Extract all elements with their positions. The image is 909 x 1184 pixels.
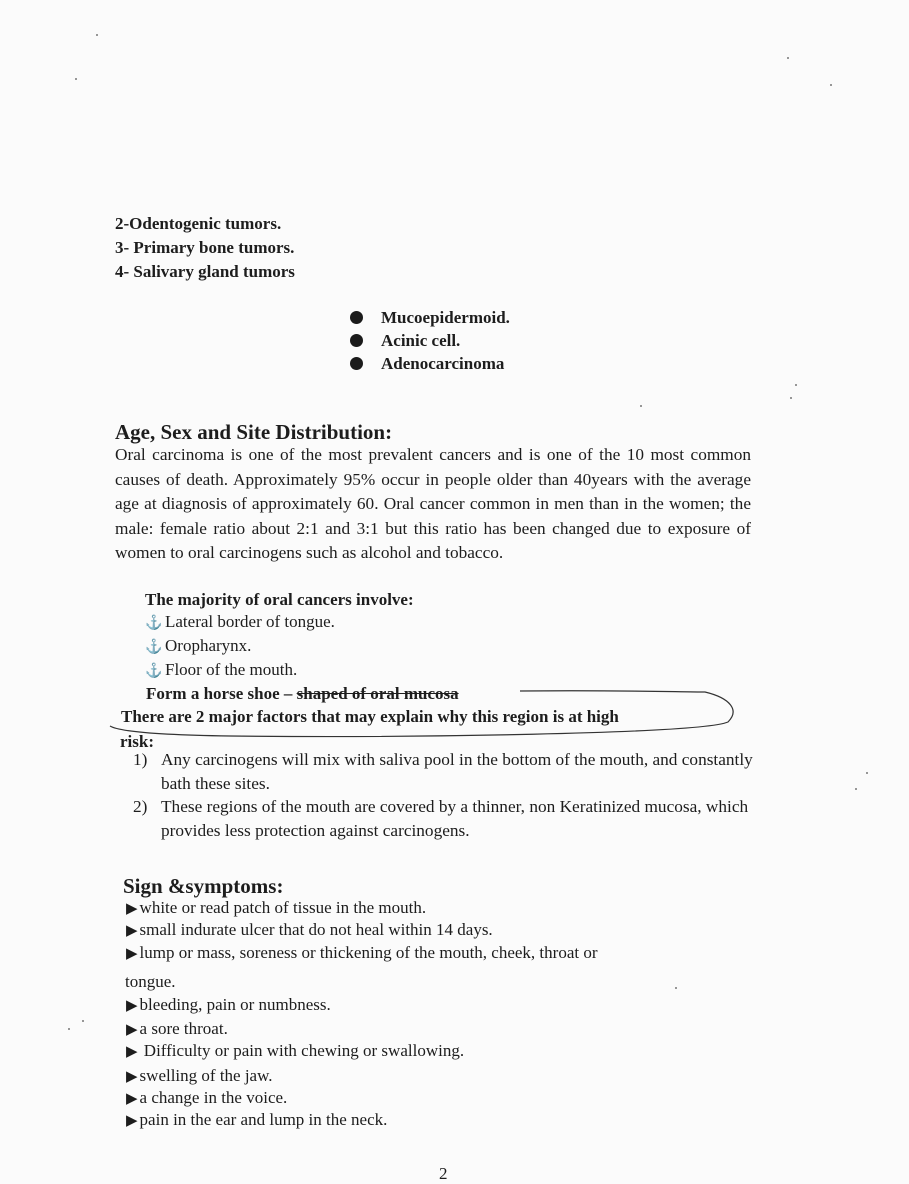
triangle-right-icon: ▶ — [126, 998, 138, 1014]
triangle-right-icon: ▶ — [126, 1069, 138, 1085]
section-heading-signs: Sign &symptoms: — [123, 874, 284, 898]
triangle-right-icon: ▶ — [126, 946, 138, 962]
sign-item: ▶ lump or mass, soreness or thickening of the mouth, cheek, throat or — [126, 943, 598, 962]
sign-item: ▶ a change in the voice. — [126, 1088, 288, 1107]
scan-speck — [96, 34, 98, 36]
tumor-list-item: 2-Odentogenic tumors. — [115, 214, 282, 233]
ship-icon: ⚓ — [145, 640, 163, 655]
factor-item: 1) Any carcinogens will mix with saliva pool in the bottom of the mouth, and constantly bath these sites. — [133, 750, 753, 793]
age-paragraph: Oral carcinoma is one of the most prevalent cancers and is one of the 10 most common causes of death. Approximately 95% occur in people older than 40years with the average age at diagnosis of approximately 60. Oral cancer common in men than in the women; the male: female ratio about 2:1 and 3:1 but this ratio has been changed due to exposure of women to oral carcinogens such as alcohol and tobacco. — [115, 445, 751, 562]
subtype-item: Mucoepidermoid. — [350, 308, 510, 328]
sign-item: ▶ pain in the ear and lump in the neck. — [126, 1110, 388, 1129]
majority-heading: The majority of oral cancers involve: — [145, 590, 414, 609]
factors-heading-line2: risk: — [120, 732, 154, 751]
factors-heading-line1: There are 2 major factors that may explain why this region is at high — [121, 707, 619, 726]
subtype-item: Adenocarcinoma — [350, 354, 504, 374]
page-number: 2 — [439, 1164, 448, 1183]
scan-speck — [866, 772, 868, 774]
triangle-right-icon: ▶ — [126, 1022, 138, 1038]
triangle-right-icon: ▶ — [126, 1113, 138, 1129]
sign-item: ▶ bleeding, pain or numbness. — [126, 995, 331, 1014]
tumor-list-item: 4- Salivary gland tumors — [115, 262, 295, 281]
ship-icon: ⚓ — [145, 664, 163, 679]
scan-speck — [790, 397, 792, 399]
triangle-right-icon: ▶ — [126, 1091, 138, 1107]
sign-item: ▶ Difficulty or pain with chewing or swallowing. — [126, 1041, 465, 1060]
scan-speck — [795, 384, 797, 386]
tumor-list-item: 3- Primary bone tumors. — [115, 238, 295, 257]
triangle-right-icon: ▶ — [126, 1044, 138, 1060]
triangle-right-icon: ▶ — [126, 901, 138, 917]
site-item: ⚓ Oropharynx. — [145, 636, 252, 655]
scan-speck — [82, 1020, 84, 1022]
scan-speck — [75, 78, 77, 80]
subtype-item: Acinic cell. — [350, 331, 460, 351]
scan-speck — [787, 57, 789, 59]
sign-item: ▶ a sore throat. — [126, 1019, 228, 1038]
sign-item: ▶ swelling of the jaw. — [126, 1066, 273, 1085]
section-heading-age: Age, Sex and Site Distribution: — [115, 420, 393, 444]
scan-speck — [640, 405, 642, 407]
scan-speck — [68, 1028, 70, 1030]
filled-circle-icon — [350, 357, 363, 370]
scan-speck — [675, 987, 677, 989]
scan-speck — [855, 788, 857, 790]
factor-item: 2) These regions of the mouth are covered by a thinner, non Keratinized mucosa, which provides less protection against carcinogens. — [133, 797, 749, 840]
filled-circle-icon — [350, 311, 363, 324]
horse-shoe-line: Form a horse shoe – shaped of oral mucosa — [146, 684, 459, 703]
triangle-right-icon: ▶ — [126, 923, 138, 939]
scan-speck — [830, 84, 832, 86]
filled-circle-icon — [350, 334, 363, 347]
sign-item: ▶ small indurate ulcer that do not heal within 14 days. — [126, 920, 493, 939]
sign-item: ▶ white or read patch of tissue in the mouth. — [126, 898, 427, 917]
ship-icon: ⚓ — [145, 616, 163, 631]
site-item: ⚓ Floor of the mouth. — [145, 660, 298, 679]
site-item: ⚓ Lateral border of tongue. — [145, 612, 335, 631]
sign-continuation: tongue. — [125, 972, 176, 991]
